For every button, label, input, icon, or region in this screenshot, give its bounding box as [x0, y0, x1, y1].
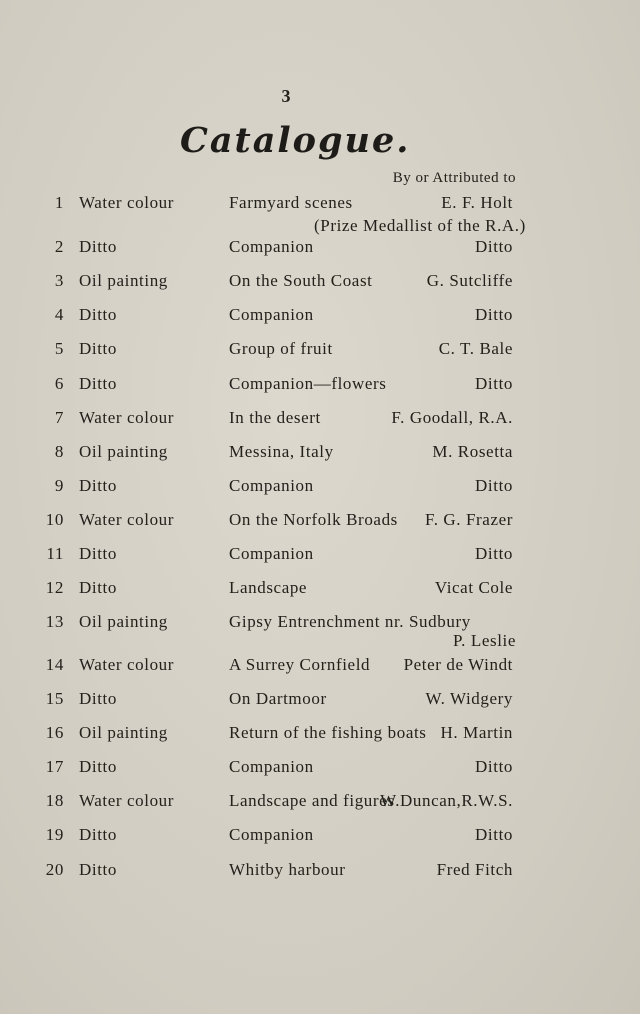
entry-medium: Oil painting: [79, 271, 168, 290]
entry-medium: Oil painting: [79, 612, 168, 631]
catalogue-entry: [0, 578, 640, 604]
entry-medium: Water colour: [79, 193, 175, 212]
entry-artist: Ditto: [475, 825, 513, 844]
catalogue-entry: [0, 237, 640, 263]
entry-artist: W. Widgery: [425, 689, 513, 708]
entry-medium: Oil painting: [79, 723, 168, 742]
entry-number: 19: [45, 825, 64, 844]
entry-subject: Whitby harbour: [229, 860, 346, 879]
entry-medium: Water colour: [79, 408, 175, 427]
page-number: 3: [281, 86, 291, 106]
entry-subject: Farmyard scenes: [229, 193, 353, 212]
entry-artist: C. T. Bale: [438, 339, 513, 358]
catalogue-entry: [0, 442, 640, 468]
entry-subject: On Dartmoor: [229, 689, 327, 708]
entry-medium: Ditto: [79, 757, 117, 776]
entry-subject: Companion—flowers: [229, 374, 387, 393]
entry-artist: H. Martin: [440, 723, 513, 742]
attribution-header: By or Attributed to: [392, 170, 516, 186]
entry-subject: Companion: [229, 757, 314, 776]
catalogue-entry: [0, 791, 640, 817]
entry-number: 8: [54, 442, 64, 461]
entry-medium: Ditto: [79, 825, 117, 844]
entry-number: 16: [45, 723, 64, 742]
entry-medium: Ditto: [79, 476, 117, 495]
entry-subject: Group of fruit: [229, 339, 333, 358]
catalogue-entry: [0, 476, 640, 502]
catalogue-entry: [0, 825, 640, 851]
entry-subject: Landscape: [229, 578, 308, 597]
entry-artist: Ditto: [475, 374, 513, 393]
catalogue-entry: [0, 510, 640, 536]
catalogue-entry: [0, 689, 640, 715]
entry-subject: On the South Coast: [229, 271, 373, 290]
entry-number: 1: [54, 193, 64, 212]
entry-artist: Ditto: [475, 544, 513, 563]
entry-subject: In the desert: [229, 408, 321, 427]
entry-medium: Oil painting: [79, 442, 168, 461]
entry-artist: Ditto: [475, 305, 513, 324]
entry-number: 11: [46, 544, 64, 563]
entry-medium: Ditto: [79, 339, 117, 358]
entry-artist: F. Goodall, R.A.: [391, 408, 513, 427]
entry-subject: Landscape and figures: [229, 791, 395, 810]
entry-medium: Ditto: [79, 860, 117, 879]
entry-artist: Ditto: [475, 476, 513, 495]
entry-subject: Companion: [229, 825, 314, 844]
entry-medium: Water colour: [79, 510, 175, 529]
entry-artist: Vicat Cole: [434, 578, 513, 597]
entry-number: 7: [54, 408, 64, 427]
catalogue-entry: [0, 757, 640, 783]
entry-number: 6: [54, 374, 64, 393]
catalogue-entry: [0, 860, 640, 886]
entry-medium: Ditto: [79, 689, 117, 708]
entry-medium: Water colour: [79, 791, 175, 810]
entry-subject: Companion: [229, 476, 314, 495]
entry-subject: Companion: [229, 237, 314, 256]
entry-subject: Companion: [229, 544, 314, 563]
entry-artist: E. F. Holt: [441, 193, 513, 212]
entry-number: 2: [54, 237, 64, 256]
entry-artist: G. Sutcliffe: [426, 271, 513, 290]
entry-subject: Companion: [229, 305, 314, 324]
entry-artist: M. Rosetta: [432, 442, 513, 461]
catalogue-entry: [0, 305, 640, 331]
entry-number: 13: [45, 612, 64, 631]
entry-artist: W.Duncan,R.W.S.: [380, 791, 513, 810]
entry-medium: Ditto: [79, 374, 117, 393]
entry-medium: Ditto: [79, 237, 117, 256]
entry-medium: Ditto: [79, 578, 117, 597]
catalogue-entry: [0, 271, 640, 297]
catalogue-entry: [0, 612, 640, 638]
entry-13-artist: P. Leslie: [452, 631, 516, 650]
entry-number: 3: [54, 271, 64, 290]
catalogue-entry: [0, 408, 640, 434]
entry-subject: Return of the fishing boats: [229, 723, 427, 742]
page-title: Catalogue.: [180, 120, 411, 161]
entry-artist: Peter de Windt: [403, 655, 513, 674]
entry-number: 12: [45, 578, 64, 597]
entry-artist: Fred Fitch: [436, 860, 513, 879]
entry-number: 10: [45, 510, 64, 529]
entry-number: 18: [45, 791, 64, 810]
catalogue-entry: [0, 374, 640, 400]
entry-medium: Water colour: [79, 655, 175, 674]
entry-artist: Ditto: [475, 757, 513, 776]
entry-number: 15: [45, 689, 64, 708]
catalogue-entry: [0, 544, 640, 570]
entry-artist: Ditto: [475, 237, 513, 256]
catalogue-entry: [0, 723, 640, 749]
catalogue-entry: [0, 339, 640, 365]
entry-subject: A Surrey Cornfield: [229, 655, 371, 674]
entry-medium: Ditto: [79, 544, 117, 563]
entry-subject: Messina, Italy: [229, 442, 334, 461]
catalogue-entry: [0, 655, 640, 681]
entry-artist: F. G. Frazer: [425, 510, 513, 529]
entry-number: 4: [54, 305, 64, 324]
entry-medium: Ditto: [79, 305, 117, 324]
entry-subject: Gipsy Entrenchment nr. Sudbury: [229, 612, 471, 631]
entry-number: 5: [54, 339, 64, 358]
entry-subject: On the Norfolk Broads: [229, 510, 398, 529]
entry-number: 14: [45, 655, 64, 674]
entry-1-note: (Prize Medallist of the R.A.): [314, 216, 526, 235]
entry-number: 9: [54, 476, 64, 495]
entry-number: 20: [45, 860, 64, 879]
entry-number: 17: [45, 757, 64, 776]
